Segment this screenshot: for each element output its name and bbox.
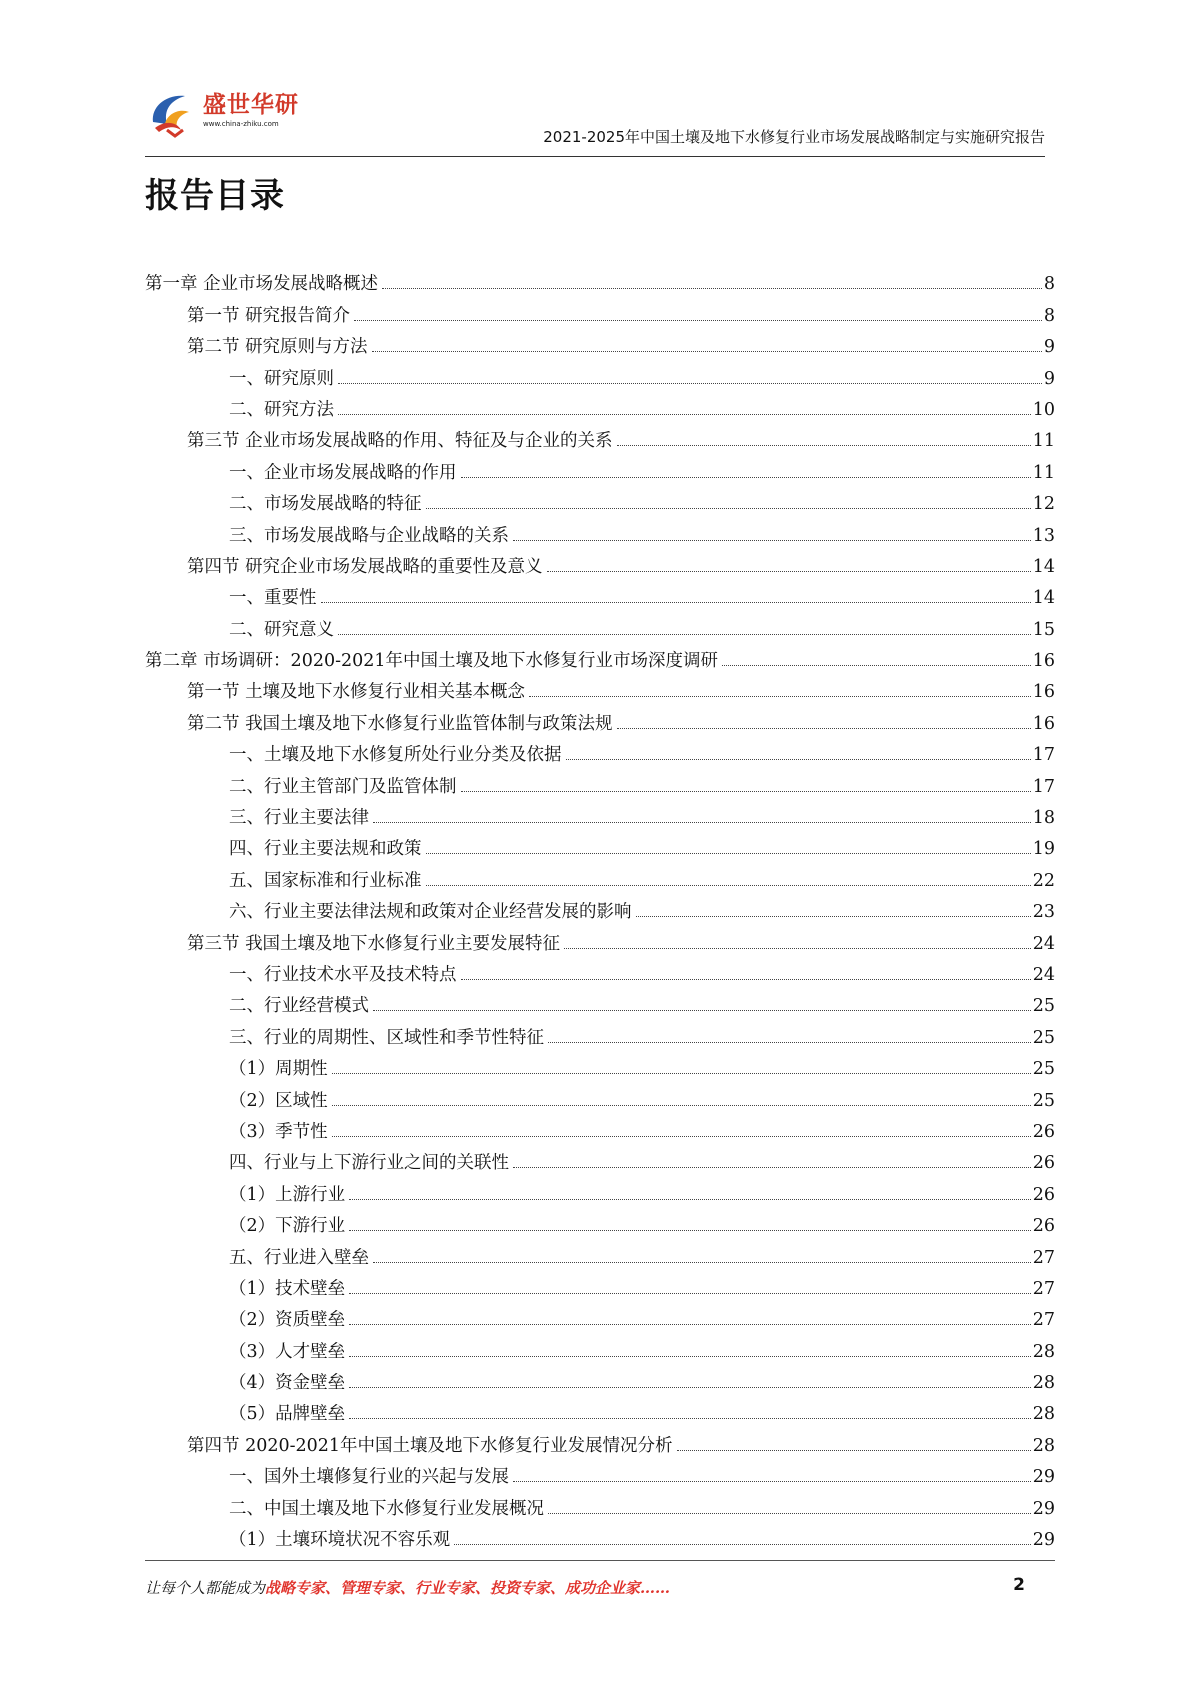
toc-entry[interactable]: [145, 546, 1055, 577]
toc-entry-page: 22: [1032, 870, 1055, 891]
toc-entry-label: 二、行业经营模式: [229, 996, 369, 1017]
logo-emblem-icon: [145, 84, 205, 144]
toc-entry[interactable]: [145, 357, 1055, 388]
toc-entry-page: 16: [1032, 682, 1055, 703]
toc-entry-label: 一、研究原则: [229, 368, 334, 389]
toc-entry-page: 9: [1043, 337, 1055, 358]
toc-entry-label: 第三节 企业市场发展战略的作用、特征及与企业的关系: [187, 431, 613, 452]
toc-entry-page: 29: [1032, 1467, 1055, 1488]
toc-leader-dots: [349, 1387, 1031, 1388]
toc-entry[interactable]: [145, 514, 1055, 545]
toc-entry[interactable]: [145, 1362, 1055, 1393]
toc-entry-page: 11: [1032, 462, 1055, 483]
toc-entry-page: 28: [1032, 1373, 1055, 1394]
toc-entry[interactable]: [145, 671, 1055, 702]
toc-entry-label: 第三节 我国土壤及地下水修复行业主要发展特征: [187, 933, 561, 954]
toc-entry-label: （5）品牌壁垒: [229, 1404, 346, 1425]
toc-entry[interactable]: [145, 1142, 1055, 1173]
toc-leader-dots: [636, 916, 1031, 917]
toc-entry[interactable]: [145, 1173, 1055, 1204]
toc-leader-dots: [454, 1544, 1031, 1545]
toc-leader-dots: [382, 288, 1042, 289]
toc-entry-label: 一、重要性: [229, 588, 317, 609]
toc-leader-dots: [426, 508, 1031, 509]
toc-leader-dots: [513, 540, 1031, 541]
toc-entry[interactable]: [145, 483, 1055, 514]
toc-entry-label: 二、行业主管部门及监管体制: [229, 776, 457, 797]
toc-entry-label: 一、行业技术水平及技术特点: [229, 964, 457, 985]
toc-entry-page: 26: [1032, 1121, 1055, 1142]
toc-leader-dots: [548, 1513, 1031, 1514]
toc-entry-page: 17: [1032, 745, 1055, 766]
toc-entry[interactable]: [145, 797, 1055, 828]
toc-entry-label: 五、行业进入壁垒: [229, 1247, 369, 1268]
toc-leader-dots: [349, 1230, 1031, 1231]
footer-slogan-lead: 让每个人都能成为: [145, 1579, 266, 1597]
toc-leader-dots: [349, 1199, 1031, 1200]
toc-leader-dots: [529, 696, 1031, 697]
toc-entry[interactable]: [145, 1048, 1055, 1079]
toc-entry[interactable]: [145, 702, 1055, 733]
toc-leader-dots: [338, 414, 1031, 415]
toc-entry-page: 15: [1032, 619, 1055, 640]
toc-entry[interactable]: [145, 828, 1055, 859]
page-title: 报告目录: [145, 176, 285, 216]
toc-entry[interactable]: [145, 1519, 1055, 1550]
toc-entry-page: 14: [1032, 588, 1055, 609]
toc-entry[interactable]: [145, 577, 1055, 608]
toc-entry-page: 10: [1032, 399, 1055, 420]
toc-entry[interactable]: [145, 326, 1055, 357]
toc-entry-label: （3）季节性: [229, 1121, 328, 1142]
toc-entry-label: （1）周期性: [229, 1059, 328, 1080]
toc-leader-dots: [373, 1262, 1031, 1263]
toc-entry[interactable]: [145, 1330, 1055, 1361]
toc-entry-page: 8: [1043, 305, 1055, 326]
toc-entry-label: 二、研究方法: [229, 399, 334, 420]
toc-entry-label: 四、行业主要法规和政策: [229, 839, 422, 860]
toc-entry-page: 24: [1032, 933, 1055, 954]
toc-entry-label: 第二章 市场调研：2020-2021年中国土壤及地下水修复行业市场深度调研: [145, 651, 719, 672]
toc-leader-dots: [332, 1073, 1031, 1074]
toc-leader-dots: [564, 948, 1031, 949]
toc-entry[interactable]: [145, 1111, 1055, 1142]
toc-entry-label: 三、市场发展战略与企业战略的关系: [229, 525, 509, 546]
toc-entry-page: 26: [1032, 1216, 1055, 1237]
toc-entry[interactable]: [145, 922, 1055, 953]
toc-entry[interactable]: [145, 765, 1055, 796]
toc-entry[interactable]: [145, 891, 1055, 922]
toc-entry-label: 一、企业市场发展战略的作用: [229, 462, 457, 483]
toc-entry-label: （1）技术壁垒: [229, 1278, 346, 1299]
toc-leader-dots: [461, 979, 1031, 980]
toc-entry-label: （3）人才壁垒: [229, 1341, 346, 1362]
toc-entry-label: （1）土壤环境状况不容乐观: [229, 1530, 451, 1551]
toc-entry-page: 27: [1032, 1247, 1055, 1268]
toc-leader-dots: [617, 445, 1031, 446]
toc-entry-label: （2）资质壁垒: [229, 1310, 346, 1331]
toc-entry[interactable]: [145, 954, 1055, 985]
toc-entry-label: （2）区域性: [229, 1090, 328, 1111]
logo-name: 盛世华研: [203, 92, 299, 118]
toc-leader-dots: [677, 1450, 1031, 1451]
toc-entry-label: 第二节 我国土壤及地下水修复行业监管体制与政策法规: [187, 713, 613, 734]
toc-leader-dots: [426, 853, 1031, 854]
toc-entry-page: 16: [1032, 651, 1055, 672]
toc-entry[interactable]: [145, 1079, 1055, 1110]
toc-entry-label: 第一节 土壤及地下水修复行业相关基本概念: [187, 682, 526, 703]
toc-leader-dots: [338, 383, 1042, 384]
toc-leader-dots: [548, 1042, 1031, 1043]
toc-entry-page: 25: [1032, 1027, 1055, 1048]
toc-entry-label: 五、国家标准和行业标准: [229, 870, 422, 891]
toc-entry-label: （2）下游行业: [229, 1216, 346, 1237]
toc-leader-dots: [349, 1356, 1031, 1357]
toc-entry[interactable]: [145, 859, 1055, 890]
toc-entry-label: 六、行业主要法律法规和政策对企业经营发展的影响: [229, 902, 632, 923]
toc-entry-label: （4）资金壁垒: [229, 1373, 346, 1394]
toc-leader-dots: [332, 1136, 1031, 1137]
report-title: 2021-2025年中国土壤及地下水修复行业市场发展战略制定与实施研究报告: [543, 128, 1045, 146]
toc-entry-page: 23: [1032, 902, 1055, 923]
toc-leader-dots: [513, 1481, 1031, 1482]
toc-entry-label: 二、中国土壤及地下水修复行业发展概况: [229, 1498, 544, 1519]
toc-leader-dots: [461, 477, 1031, 478]
toc-entry-label: 四、行业与上下游行业之间的关联性: [229, 1153, 509, 1174]
toc-entry[interactable]: [145, 1236, 1055, 1267]
toc-entry-page: 13: [1032, 525, 1055, 546]
toc-entry-page: 28: [1032, 1435, 1055, 1456]
toc-entry-label: 三、行业主要法律: [229, 808, 369, 829]
toc-entry[interactable]: [145, 1456, 1055, 1487]
toc-leader-dots: [513, 1167, 1031, 1168]
page-number: 2: [1013, 1575, 1025, 1595]
toc-entry[interactable]: [145, 1393, 1055, 1424]
toc-entry-page: 17: [1032, 776, 1055, 797]
toc-entry[interactable]: [145, 389, 1055, 420]
toc-leader-dots: [617, 728, 1031, 729]
toc-leader-dots: [349, 1324, 1031, 1325]
toc-leader-dots: [373, 1010, 1031, 1011]
toc-entry-page: 16: [1032, 713, 1055, 734]
toc-entry-page: 26: [1032, 1184, 1055, 1205]
toc-entry-page: 25: [1032, 996, 1055, 1017]
footer-slogan-highlight: 战略专家、管理专家、行业专家、投资专家、成功企业家……: [265, 1579, 671, 1597]
page-footer: [145, 1577, 1025, 1598]
toc-leader-dots: [338, 634, 1031, 635]
header-divider: [145, 156, 1045, 157]
toc-entry-page: 14: [1032, 556, 1055, 577]
table-of-contents: [145, 263, 1055, 1550]
toc-entry-page: 28: [1032, 1404, 1055, 1425]
toc-leader-dots: [461, 791, 1031, 792]
toc-entry-page: 27: [1032, 1310, 1055, 1331]
toc-entry[interactable]: [145, 734, 1055, 765]
toc-entry[interactable]: [145, 420, 1055, 451]
toc-entry-page: 25: [1032, 1059, 1055, 1080]
toc-entry[interactable]: [145, 608, 1055, 639]
logo-url: www.china-zhiku.com: [203, 120, 279, 128]
toc-entry-label: 三、行业的周期性、区域性和季节性特征: [229, 1027, 544, 1048]
toc-leader-dots: [722, 665, 1031, 666]
toc-leader-dots: [354, 320, 1042, 321]
toc-entry-label: 二、研究意义: [229, 619, 334, 640]
toc-entry-page: 19: [1032, 839, 1055, 860]
toc-leader-dots: [321, 602, 1031, 603]
toc-leader-dots: [372, 351, 1042, 352]
toc-entry[interactable]: [145, 1487, 1055, 1518]
toc-entry-label: 二、市场发展战略的特征: [229, 494, 422, 515]
toc-entry-page: 24: [1032, 964, 1055, 985]
toc-entry-page: 12: [1032, 494, 1055, 515]
footer-divider: [145, 1560, 1055, 1561]
toc-entry-page: 27: [1032, 1278, 1055, 1299]
toc-entry-label: 第四节 2020-2021年中国土壤及地下水修复行业发展情况分析: [187, 1435, 673, 1456]
toc-entry-label: 第一节 研究报告简介: [187, 305, 351, 326]
toc-entry[interactable]: [145, 1299, 1055, 1330]
toc-entry[interactable]: [145, 1268, 1055, 1299]
toc-entry[interactable]: [145, 640, 1055, 671]
toc-leader-dots: [426, 885, 1031, 886]
toc-entry[interactable]: [145, 263, 1055, 294]
toc-leader-dots: [349, 1293, 1031, 1294]
toc-entry-label: （1）上游行业: [229, 1184, 346, 1205]
toc-leader-dots: [547, 571, 1031, 572]
page-header: [145, 78, 1045, 158]
toc-leader-dots: [566, 759, 1031, 760]
company-logo: [145, 84, 305, 144]
toc-entry[interactable]: [145, 1424, 1055, 1455]
toc-entry-page: 18: [1032, 808, 1055, 829]
toc-entry-page: 26: [1032, 1153, 1055, 1174]
toc-entry-page: 29: [1032, 1530, 1055, 1551]
toc-entry-page: 29: [1032, 1498, 1055, 1519]
toc-entry[interactable]: [145, 294, 1055, 325]
toc-entry-label: 第一章 企业市场发展战略概述: [145, 274, 379, 295]
toc-entry-label: 一、国外土壤修复行业的兴起与发展: [229, 1467, 509, 1488]
toc-leader-dots: [373, 822, 1031, 823]
toc-entry-label: 第四节 研究企业市场发展战略的重要性及意义: [187, 556, 543, 577]
toc-entry-page: 11: [1032, 431, 1055, 452]
toc-entry[interactable]: [145, 1205, 1055, 1236]
toc-entry-label: 一、土壤及地下水修复所处行业分类及依据: [229, 745, 562, 766]
toc-entry[interactable]: [145, 1016, 1055, 1047]
toc-leader-dots: [332, 1105, 1031, 1106]
toc-entry-page: 9: [1043, 368, 1055, 389]
toc-entry-page: 8: [1043, 274, 1055, 295]
toc-leader-dots: [349, 1418, 1031, 1419]
toc-entry[interactable]: [145, 451, 1055, 482]
toc-entry-page: 25: [1032, 1090, 1055, 1111]
toc-entry[interactable]: [145, 985, 1055, 1016]
toc-entry-label: 第二节 研究原则与方法: [187, 337, 368, 358]
toc-entry-page: 28: [1032, 1341, 1055, 1362]
